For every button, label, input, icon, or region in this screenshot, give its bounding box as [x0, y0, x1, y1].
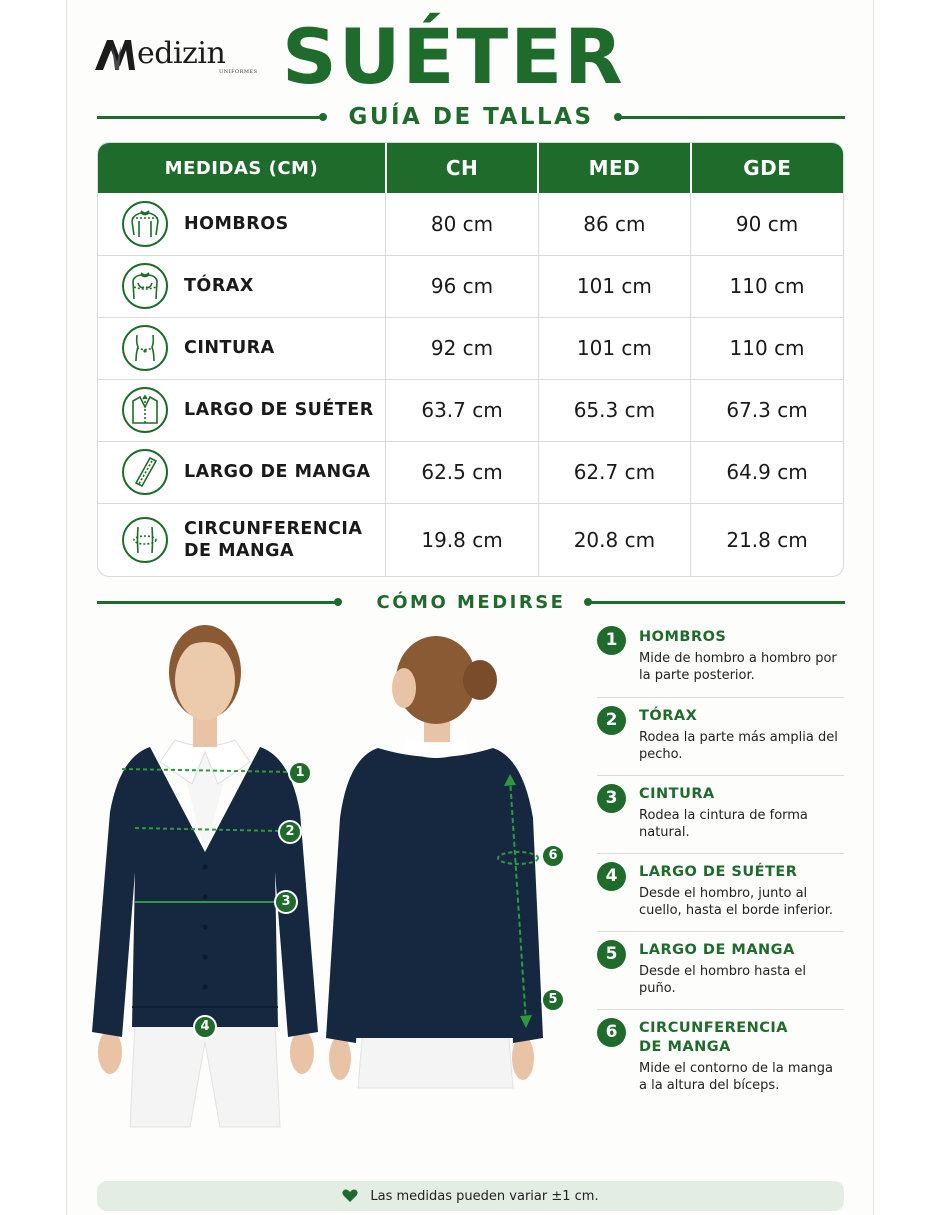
list-item — [597, 854, 844, 932]
marker-1: 1 — [288, 761, 312, 785]
step-number: 6 — [597, 1018, 626, 1047]
cell-med: 62.7 cm — [538, 441, 690, 503]
step-title: LARGO DE SUÉTER — [639, 864, 798, 880]
cell-med: 101 cm — [538, 317, 690, 379]
table-row — [98, 503, 843, 577]
row-label: CINTURA — [184, 338, 275, 358]
row-label: HOMBROS — [184, 213, 289, 234]
header-measures: MEDIDAS (CM) — [98, 143, 386, 193]
step-title-line2: DE MANGA — [639, 1039, 731, 1055]
row-label — [184, 518, 362, 562]
header-med: MED — [538, 143, 690, 193]
step-number: 5 — [597, 940, 626, 969]
step-number: 3 — [597, 784, 626, 813]
heart-icon — [342, 1189, 358, 1203]
note-text: Las medidas pueden variar ±1 cm. — [370, 1188, 599, 1204]
header-ch: CH — [386, 143, 538, 193]
row-label-line1: CIRCUNFERENCIA — [184, 519, 363, 540]
cell-med: 86 cm — [538, 193, 690, 255]
cell-ch: 62.5 cm — [386, 441, 538, 503]
row-label: TÓRAX — [184, 276, 254, 296]
table-row — [98, 379, 843, 441]
footer-note — [97, 1181, 844, 1211]
measure-steps — [597, 620, 844, 1108]
step-title: TÓRAX — [639, 708, 698, 724]
cell-ch: 19.8 cm — [386, 503, 538, 577]
step-number: 1 — [597, 626, 626, 655]
marker-5: 5 — [541, 988, 565, 1012]
divider-right — [618, 116, 845, 119]
cell-med: 20.8 cm — [538, 503, 690, 577]
step-desc: Desde el hombro hasta el puño. — [639, 964, 806, 996]
row-label-line2: DE MANGA — [184, 541, 295, 562]
list-item — [597, 698, 844, 776]
list-item — [597, 1010, 844, 1108]
marker-2: 2 — [278, 820, 302, 844]
cell-ch: 96 cm — [386, 255, 538, 317]
cell-gde: 67.3 cm — [691, 379, 843, 441]
cell-med: 101 cm — [538, 255, 690, 317]
brand-name: edizin — [137, 36, 226, 71]
table-row — [98, 317, 843, 379]
cell-ch: 80 cm — [386, 193, 538, 255]
step-number: 4 — [597, 862, 626, 891]
marker-4: 4 — [193, 1015, 217, 1039]
row-label: LARGO DE SUÉTER — [184, 400, 374, 420]
step-desc: Rodea la cintura de forma natural. — [639, 808, 808, 840]
step-title-line1: CIRCUNFERENCIA — [639, 1020, 789, 1036]
step-title: LARGO DE MANGA — [639, 942, 795, 958]
cell-gde: 64.9 cm — [691, 441, 843, 503]
table-row — [98, 193, 843, 255]
marker-3: 3 — [274, 890, 298, 914]
brand-sub: UNIFORMES — [219, 69, 258, 75]
page-title: SUÉTER — [282, 12, 625, 101]
page-subtitle: GUÍA DE TALLAS — [348, 104, 594, 130]
step-desc: Rodea la parte más amplia del pecho. — [639, 730, 838, 762]
step-title: CINTURA — [639, 786, 715, 802]
cell-med: 65.3 cm — [538, 379, 690, 441]
shoulders-icon — [122, 201, 168, 247]
list-item — [597, 776, 844, 854]
sleeve-circumference-icon — [122, 517, 168, 563]
step-number: 2 — [597, 706, 626, 735]
row-label: LARGO DE MANGA — [184, 462, 371, 482]
chest-icon — [122, 263, 168, 309]
waist-icon — [122, 325, 168, 371]
step-desc: Mide el contorno de la manga a la altura del bíceps. — [639, 1061, 833, 1093]
how-to-measure-title: CÓMO MEDIRSE — [376, 592, 566, 613]
cell-ch: 63.7 cm — [386, 379, 538, 441]
front-model-figure — [80, 612, 330, 1132]
table-row — [98, 441, 843, 503]
step-title: HOMBROS — [639, 629, 727, 645]
sweater-length-icon — [122, 387, 168, 433]
subtitle-row — [97, 104, 845, 130]
list-item — [597, 620, 844, 698]
step-desc: Mide de hombro a hombro por la parte posterior. — [639, 651, 837, 683]
step-desc: Desde el hombro, junto al cuello, hasta el borde inferior. — [639, 886, 834, 918]
cell-gde: 110 cm — [691, 317, 843, 379]
header-gde: GDE — [691, 143, 843, 193]
size-table — [97, 142, 844, 577]
list-item — [597, 932, 844, 1010]
cell-gde: 21.8 cm — [726, 528, 808, 553]
marker-6: 6 — [541, 844, 565, 868]
step-title — [639, 1019, 844, 1057]
cell-ch: 92 cm — [386, 317, 538, 379]
cell-gde: 90 cm — [691, 193, 843, 255]
sleeve-length-icon — [122, 449, 168, 495]
back-model-figure — [318, 628, 558, 1128]
cell-gde: 110 cm — [691, 255, 843, 317]
divider-right — [588, 601, 845, 604]
table-row — [98, 255, 843, 317]
